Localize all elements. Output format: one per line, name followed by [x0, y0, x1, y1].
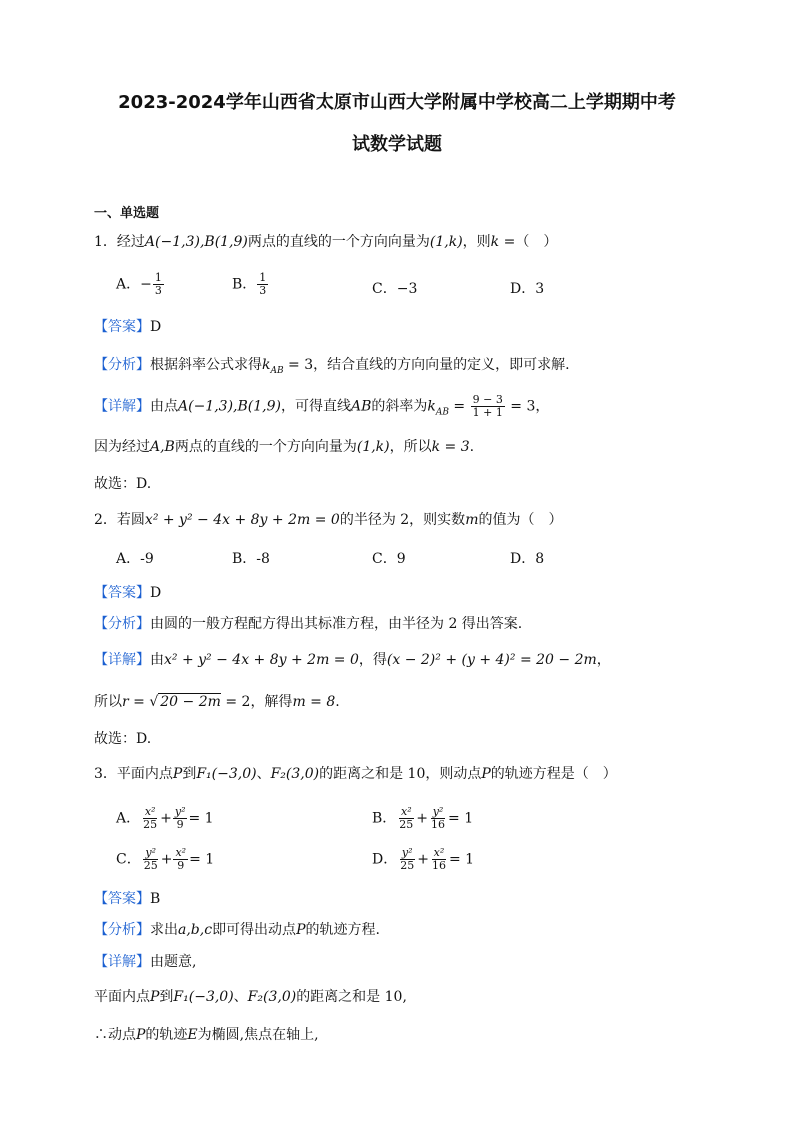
q3-detail-line-2: 平面内点P到F₁(−3,0)、F₂(3,0)的距离之和是 10, [94, 989, 407, 1005]
q2-option-a: A．-9 [116, 551, 154, 567]
q3-detail-line-3: ∴动点P的轨迹E为椭圆,焦点在轴上, [94, 1027, 319, 1043]
q3-answer: 【答案】B [94, 891, 161, 907]
q2-option-b: B．-8 [232, 551, 270, 567]
document-title-line-2: 试数学试题 [352, 134, 442, 155]
q1-option-b: B． $\frac{1}{3}$ [232, 271, 267, 297]
q3-option-c: C． $\frac{\text{y²}}{25}$ + $\frac{\text{x²}}{9}$ = 1 [116, 846, 215, 872]
q2-option-c: C．9 [372, 551, 406, 567]
q2-analysis: 【分析】由圆的一般方程配方得出其标准方程，由半径为 2 得出答案. [94, 616, 523, 632]
q2-stem: 2．若圆x² + y² − 4x + 8y + 2m = 0的半径为 2，则实数m的值为（ ） [94, 512, 563, 528]
q1-analysis: 【分析】根据斜率公式求得$k_{AB} = 3$，结合直线的方向向量的定义，即可求解. [94, 357, 570, 376]
q1-option-c: C．−3 [372, 281, 418, 297]
q1-detail: 【详解】由点A(−1,3),B(1,9)，可得直线AB的斜率为$k_{AB}$ = $\frac{9 - 3}{1 + 1}$ = 3， [94, 393, 550, 419]
q3-option-a: A． $\frac{\text{x²}}{25}$ + $\frac{\text{y²}}{9}$ = 1 [116, 805, 214, 831]
section-heading: 一、单选题 [94, 206, 160, 221]
document-title-line-1: 2023-2024学年山西省太原市山西大学附属中学校高二上学期期中考 [118, 92, 676, 113]
q3-option-d: D． $\frac{\text{y²}}{25}$ + $\frac{\text{x²}}{16}$ = 1 [372, 846, 475, 872]
q1-choice: 故选：D. [94, 476, 152, 492]
q3-option-b: B． $\frac{\text{x²}}{25}$ + $\frac{\text{y²}}{16}$ = 1 [372, 805, 474, 831]
q1-answer: 【答案】D [94, 319, 162, 335]
q3-detail: 【详解】由题意, [94, 954, 197, 970]
q2-option-d: D．8 [510, 551, 545, 567]
q3-stem: 3．平面内点P到F₁(−3,0)、F₂(3,0)的距离之和是 10，则动点P的轨迹方程是（ ） [94, 766, 617, 782]
q3-analysis: 【分析】求出a,b,c即可得出动点P的轨迹方程. [94, 922, 380, 938]
q1-detail-line-2: 因为经过A,B两点的直线的一个方向向量为(1,k)，所以k = 3. [94, 439, 475, 455]
q1-stem: 1．经过A(−1,3),B(1,9)两点的直线的一个方向向量为(1,k)，则k =（ ） [94, 234, 558, 250]
q2-detail-line-2: 所以r = √ 20 − 2m = 2，解得m = 8. [94, 694, 340, 710]
q1-option-d: D．3 [510, 281, 545, 297]
q1-option-a: A．− $\frac{1}{3}$ [116, 271, 162, 297]
q2-choice: 故选：D. [94, 731, 152, 747]
q2-detail: 【详解】由x² + y² − 4x + 8y + 2m = 0，得(x − 2)² + (y + 4)² = 20 − 2m， [94, 652, 611, 668]
q2-answer: 【答案】D [94, 585, 162, 601]
